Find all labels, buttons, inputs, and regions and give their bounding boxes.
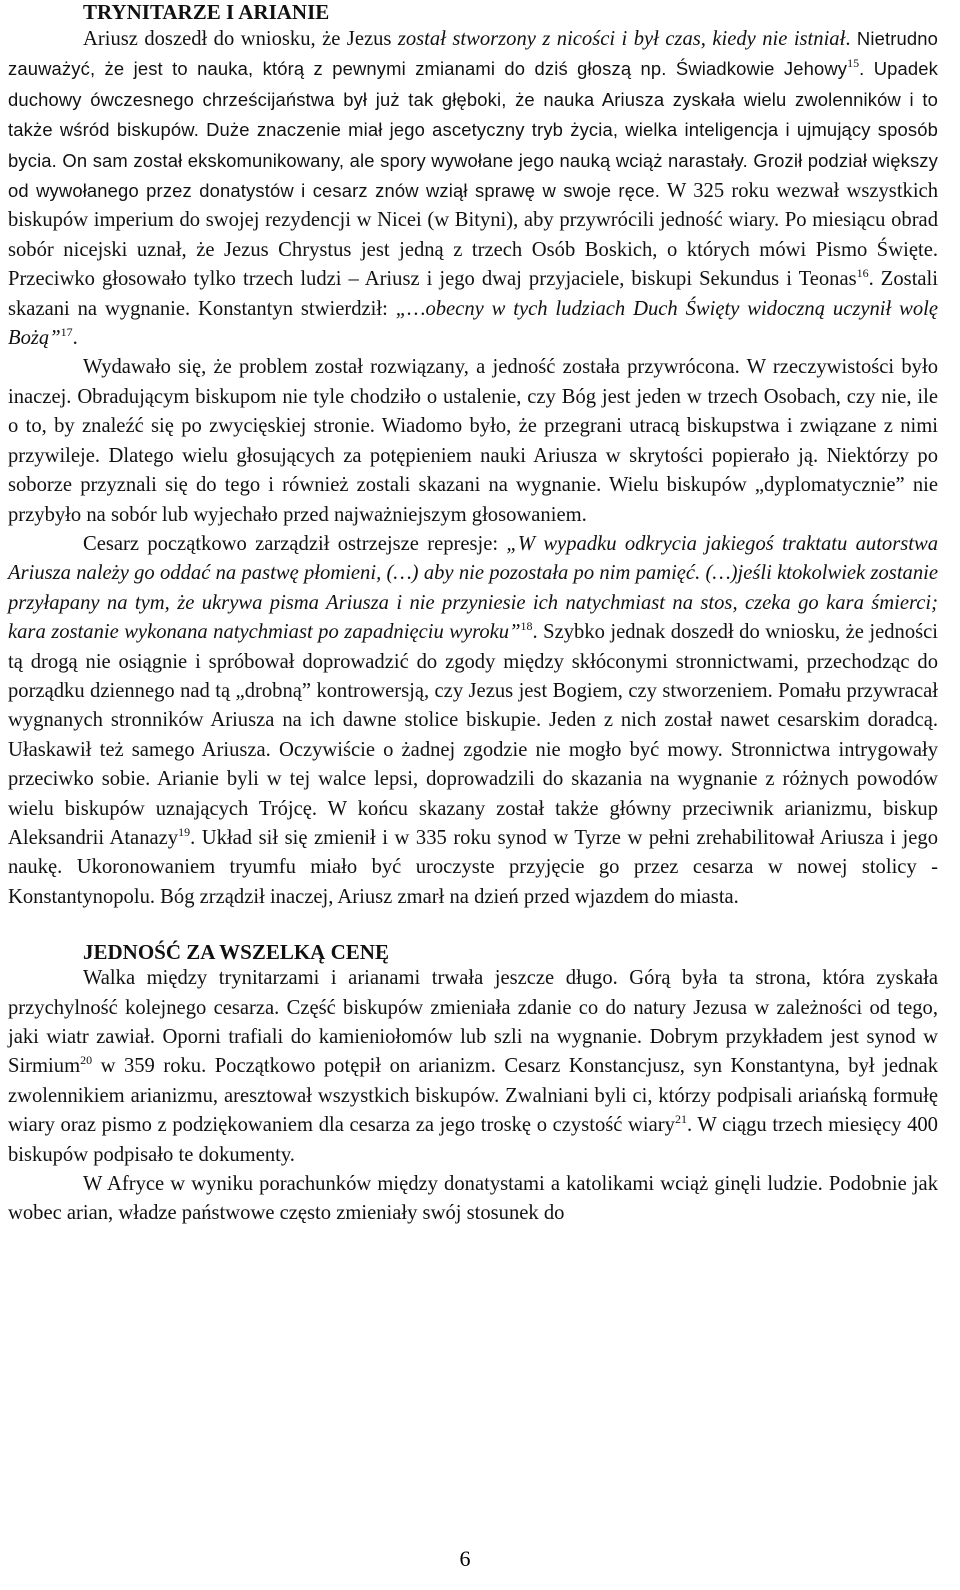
paragraph — [8, 24, 938, 353]
text-run: Wydawało się, że problem został rozwiązany, a jedność została przywrócona. W rzeczywistości było inaczej. Obradującym biskupom nie tyle chodziło o ustalenie, czy Bóg jest jeden w trzech Osobach, czy nie, ile o to, by znaleźć się po zwycięskiej stronie. Wiadomo było, że przegrani utracą biskupstwa i związane z nimi przywileje. Dlatego wielu głosujących za potępieniem nauki Ariusza w skrytości popierało ją. Niektórzy po soborze przyznali się do tego i również zostali skazani na wygnanie. Wielu biskupów „dyplomatycznie” nie przybyło na sobór lub wyjechało przed najważniejszym głosowaniem. — [8, 356, 938, 526]
footnote-reference: 16 — [856, 266, 869, 281]
document-page — [8, 0, 938, 1229]
italic-quote: został stworzony z nicości i był czas, kiedy nie istniał — [397, 28, 846, 50]
footnote-reference: 20 — [80, 1053, 93, 1068]
text-run: Nietrudno zauważyć, że jest to nauka, którą z pewnymi zmianami do dziś głoszą np. Świadkowie Jehowy — [8, 28, 938, 80]
text-run: . Szybko jednak doszedł do wniosku, że jedności tą drogą nie osiągnie i spróbował doprowadzić do zgody między skłóconymi stronnictwami, przechodząc do porządku dziennego nad tą „drobną” kontrowersją, czy Jezus jest Bogiem, czy stworzeniem. Pomału przywracał wygnanych stronników Ariusza na ich dawne stolice biskupie. Jeden z nich został nawet cesarskim doradcą. Ułaskawił też samego Ariusza. Oczywiście o żadnej zgodzie nie mogło być mowy. Stronnictwa intrygowały przeciwko sobie. Arianie byli w tej walce lepsi, doprowadzili do skazania na wygnanie z różnych powodów wielu biskupów uznających Trójcę. W końcu skazany został także główny przeciwnik arianizmu, biskup Aleksandrii Atanazy — [8, 621, 939, 849]
page-number: 6 — [459, 1546, 471, 1571]
footnote-reference: 21 — [674, 1112, 687, 1127]
paragraph — [8, 530, 938, 912]
italic-quote: „…obecny w tych ludziach Duch Święty widoczną uczynił wolę Bożą” — [8, 297, 938, 350]
text-run: . — [72, 327, 78, 350]
text-run: W 325 roku wezwał wszystkich biskupów imperium do swojej rezydencji w Nicei (w Bityni), aby przywrócili jedność wiary. Po miesiącu obrad sobór nicejski uznał, że Jezus Chrystus jest jedną z trzech Osób Boskich, o których mówi Pismo Święte. Przeciwko głosowało tylko trzech ludzi – Ariusz i jego dwaj przyjaciele, biskupi Sekundus i Teonas — [8, 180, 938, 291]
section-heading: TRYNITARZE I ARIANIE — [83, 0, 330, 24]
text-run: Ariusz doszedł do wniosku, że Jezus — [83, 28, 398, 50]
footnote-reference: 18 — [520, 619, 533, 634]
text-run: . Zostali skazani na wygnanie. Konstantyn stwierdził: — [8, 268, 938, 320]
italic-quote: „W wypadku odkrycia jakiegoś traktatu autorstwa Ariusza należy go oddać na pastwę płomieni, (…) aby nie pozostała po nim pamięć. (…)jeśli ktokolwiek zostanie przyłapany na tym, że ukrywa pisma Ariusza i nie przyniesie ich natychmiast na stos, czeka go kara śmierci; kara zostanie wykonana natychmiast po zapadnięciu wyroku” — [8, 532, 938, 644]
text-run: W Afryce w wyniku porachunków między donatystami a katolikami wciąż ginęli ludzie. Podobnie jak wobec arian, władze państwowe często zmieniały swój stosunek do — [8, 1173, 938, 1225]
text-run: . — [845, 28, 857, 50]
section-heading: JEDNOŚĆ ZA WSZELKĄ CENĘ — [83, 940, 389, 965]
footnote-reference: 19 — [178, 824, 191, 839]
text-run: Cesarz początkowo zarządził ostrzejsze represje: — [83, 532, 507, 555]
text-run: Walka między trynitarzami i arianami trwała jeszcze długo. Górą była ta strona, która zyskała przychylność kolejnego cesarza. Część biskupów zmieniała zdanie co do natury Jezusa w zależności od tego, jaki wiatr zawiał. Oporni trafiali do kamieniołomów lub szli na wygnanie. Dobrym przykładem jest synod w Sirmium — [8, 967, 938, 1078]
footnote-reference: 15 — [847, 56, 860, 71]
text-run: . Upadek duchowy ówczesnego chrześcijaństwa był już tak głęboki, że nauka Ariusza zyskała wielu zwolenników i to także wśród biskupów. Duże znaczenie miał jego ascetyczny tryb życia, wielka inteligencja i ujmujący sposób bycia. On sam został ekskomunikowany, ale spory wywołane jego nauką wciąż narastały. Groził podział większy od wywołanego przez donatystów i cesarz znów wziął sprawę w swoje ręce. — [8, 58, 938, 202]
paragraph — [8, 964, 938, 1170]
text-run: . Układ sił się zmienił i w 335 roku synod w Tyrze w pełni zrehabilitował Ariusza i jego naukę. Ukoronowaniem tryumfu miało być uroczyste przyjęcie go przez cesarza w nowej stolicy - Konstantynopolu. Bóg zrządził inaczej, Ariusz zmarł na dzień przed wjazdem do miasta. — [8, 826, 938, 908]
text-run: w 359 roku. Początkowo potępił on arianizm. Cesarz Konstancjusz, syn Konstantyna, był jednak zwolennikiem arianizmu, aresztował wszystkich biskupów. Zwalniani byli ci, którzy podpisali ariańską formułę wiary oraz pismo z podziękowaniem dla cesarza za jego troskę o czystość wiary — [8, 1055, 938, 1137]
footnote-reference: 17 — [60, 325, 73, 340]
paragraph — [8, 353, 938, 529]
paragraph — [8, 1170, 938, 1229]
text-run: . W ciągu trzech miesięcy 400 biskupów podpisało te dokumenty. — [8, 1114, 938, 1166]
